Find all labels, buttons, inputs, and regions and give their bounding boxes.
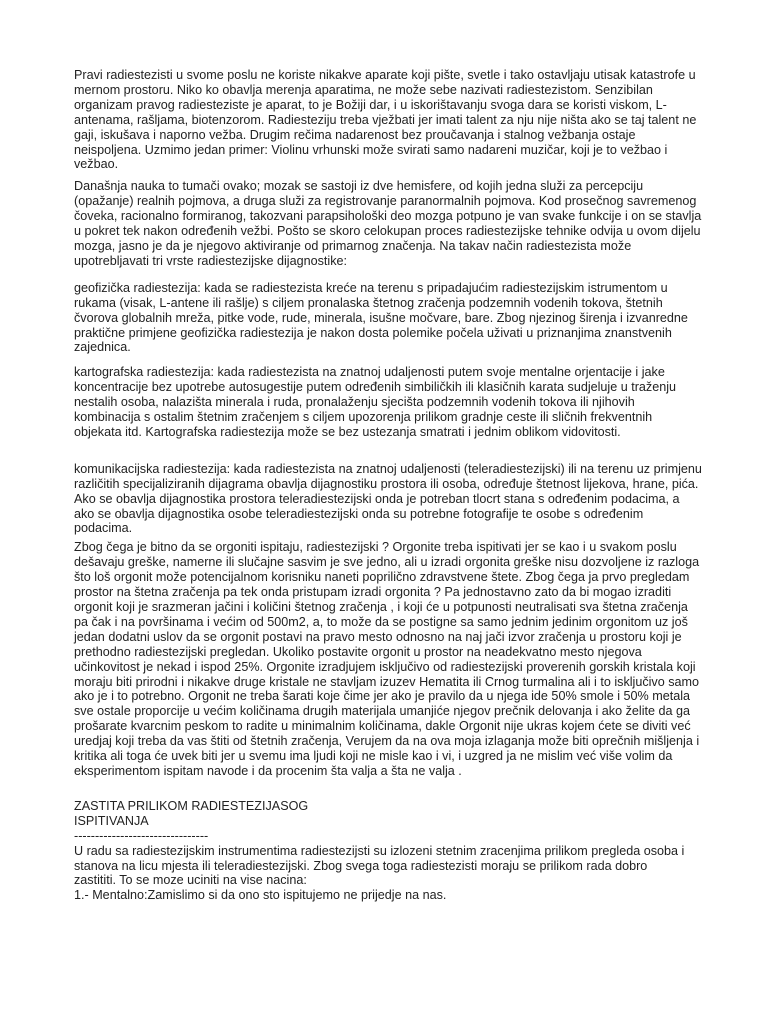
section-body: U radu sa radiestezijskim instrumentima radiestezijsti su izlozeni stetnim zracenjima prilikom pregleda osoba i stanova na licu mjesta ili teleradiestezijski. Zbog svega toga radiestezisti moraju se prilikom rada dobro: [74, 843, 685, 873]
paragraph-science: Današnja nauka to tumači ovako; mozak se sastoji iz dve hemisfere, od kojih jedna služi za percepciju (opažanje) realnih pojmova, a druga služi za registrovanje paranormalnih pojmova. Kod prosečnog savremenog čoveka, racionalno formiranog, takozvani parapsihološki deo mozga potpuno je van svake funkcije i on se stavlja u pokret tek nakon određenih vežbi. Pošto se skoro celokupan proces radiestezijske tehnike odvija u ovom dijelu mozga, jasno je da je njegovo aktiviranje od primarnog značenja. Na takav način radiestezista može upotrebljavati tri vrste radiestezijske dijagnostike:: [74, 179, 702, 268]
section-divider: --------------------------------: [74, 828, 209, 843]
section-body-line2: zastititi. To se moze uciniti na vise nacina:: [74, 873, 307, 888]
list-item-communication: komunikacijska radiestezija: kada radiestezista na znatnoj udaljenosti (teleradiestezijski) ili na terenu uz primjenu različitih specijaliziranih dijagrama obavlja dijagnostiku prostora ili osoba, određuje štetnost lijekova, hrane, pića. Ako se obavlja dijagnostika prostora teleradiestezijski onda je potreban tlocrt stana s određenim podacima, a ako se obavlja dijagnostika osobe teleradiestezijski onda su potrebne fotografije te osobe s određenim podacima.: [74, 461, 702, 536]
section-protection: [74, 799, 702, 903]
list-item-cartographic: kartografska radiestezija: kada radiestezista na znatnoj udaljenosti putem svoje mentalne orjentacije i jake koncentracije bez upotrebe autosugestije putem određenih simbiličkih ili klasičnih karata sudjeluje u traženju nestalih osoba, nalazišta minerala i ruda, pronalaženju sjecišta podzemnih vodenih tokova ili njihovih kombinacija s ostalim štetnim zračenjem s ciljem upozorenja prilikom gradnje ceste ili sličnih frekventnih objekata itd. Kartografska radiestezija može se bez ustezanja smatrati i jednim oblikom vidovitosti.: [74, 365, 677, 439]
section-body-line3: 1.- Mentalno:Zamislimo si da ono sto ispitujemo ne prijedje na nas.: [74, 888, 447, 903]
paragraph-orgonite: Zbog čega je bitno da se orgoniti ispitaju, radiestezijski ? Orgonite treba ispitivati jer se kao i u svakom poslu dešavaju greške, namerne ili slučajne sasvim je sve jedno, ali u izradi orgonita greške nisu dozvoljene iz razloga što loš orgonit može potencijalnom korisniku naneti popriličnο zdravstvene štete. Zbog čega ja prvo pregledam prostor na štetna zračenja pa tek onda pristupam izradi orgonita ? Pa jednostavno zato da bi mogao izraditi orgonit koji je srazmeran jačini i količini štetnog zračenja , i koji će u potpunosti neutralisati sva štetna zračenja pa čak i na površinama i većim od 500m2, a, to može da se postigne sa samo jednim jedinim orgonitom uz još jedan dodatni uslov da se orgonit postavi na pravo mesto odnosno na naj jači izvor zračenja u prostoru koji je prethodno radiestezijski pregledan. Ukoliko postavite orgonit u prostor na neadekvatno mesto njegova učinkovitost je nekad i ispod 25%. Orgonite izradjujem isključivo od radiestezijski proverenih gorskih kristala koji moraju biti prirodni i nikakve druge kristale ne stavljam izuzev Hematita ili Crnog turmalina ali i to isključivo samo ako je i to potrebno. Orgonit ne treba šarati koje čime jer ako je pravilo da u njega ide 50% smole i 50% metala sve ostale proporcije u većim količinama drugih materijala umanjiće njegov prečnik delovanja i ako želite da ga prošarate kvarcnim peskom to radite u minimalnim količinama, dakle Orgonit nije ukras kojem ćete se diviti već uredjaj koji treba da vas štiti od štetnih zračenja, Verujem da na ova moja izlaganja može biti oprečnih mišljenja i kritika ali toga će uvek biti jer u svemu ima ljudi koji ne misle kao i vi, i uzgred ja ne mislim već više volim da eksperimentom ispitam navode i da procenim šta valja a šta ne valja .: [74, 540, 700, 778]
paragraph-intro: Pravi radiestezisti u svome poslu ne koriste nikakve aparate koji pište, svetle i tako ostavljaju utisak katastrofe u mernom prostoru. Niko ko obavlja merenja aparatima, ne može sebe nazivati radiestezistom. Senzibilan organizam pravog radiesteziste je aparat, to je Božiji dar, i u iskorištavanju svoga dara se koristi viskom, L-antenama, rašljama, biotenzorom. Radiesteziju treba vježbati jer imati talent za nju nije ništa ako se taj talent ne gaji, iskušava i naporno vežba. Drugim rečima nadarenost bez proučavanja i stalnog vežbanja ostaje neispoljena. Uzmimo jedan primer: Violinu vrhunski može svirati samo nadareni muzičar, koji je to vežbao i vežbao.: [74, 68, 697, 172]
document-page: [74, 68, 702, 903]
section-heading-line2: ISPITIVANJA: [74, 813, 149, 828]
list-item-geophysical: geofizička radiestezija: kada se radiestezista kreće na terenu s pripadajućim radiestezijskim istrumentom u rukama (visak, L-antene ili rašlje) s ciljem pronalaska štetnog zračenja podzemnih vodenih tokova, štetnih čvorova globalnih mreža, pitke vode, rude, minerala, isušne močvare, bare. Zbog njezinog širenja i izvanredne praktične primjene geofizička radiestezija je nakon dosta polemike počela uživati u priznanjima znanstvenih zajednica.: [74, 280, 688, 355]
section-heading-line1: ZASTITA PRILIKOM RADIESTEZIJASOG: [74, 798, 309, 813]
